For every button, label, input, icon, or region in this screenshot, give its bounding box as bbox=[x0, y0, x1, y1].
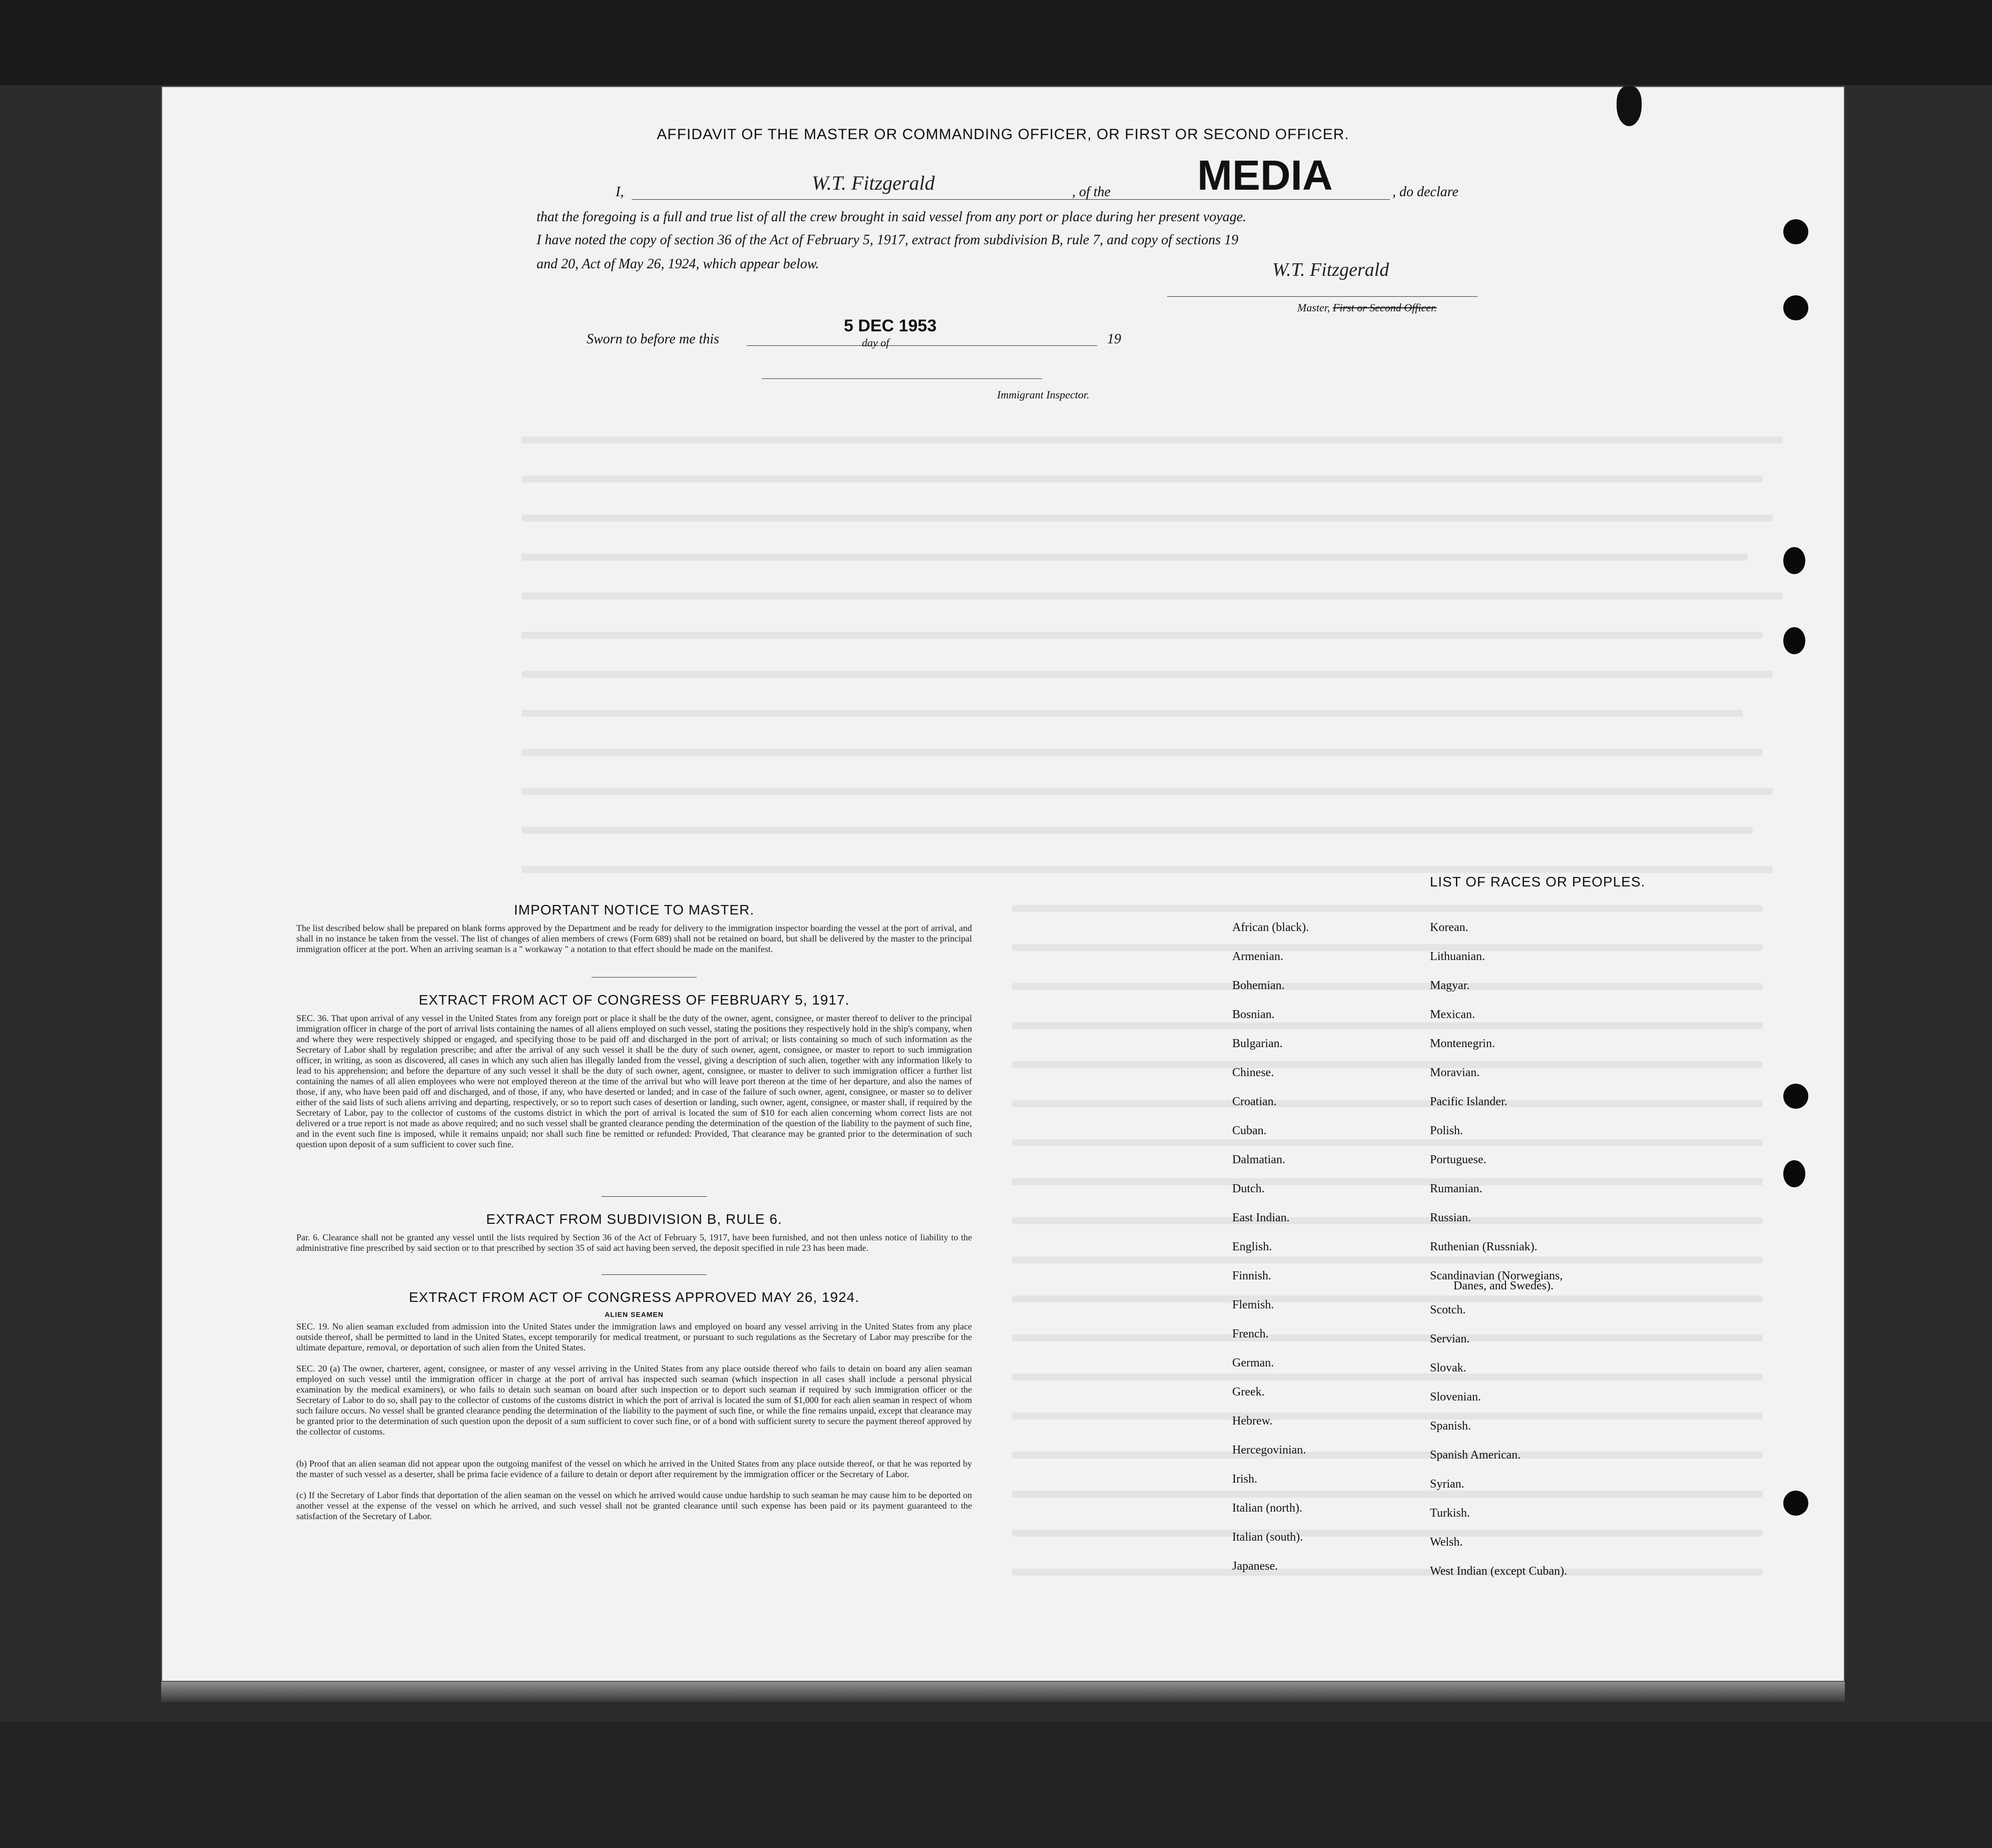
race-item: Rumanian. bbox=[1430, 1182, 1482, 1195]
race-item: German. bbox=[1232, 1356, 1274, 1369]
extract-1917-title: EXTRACT FROM ACT OF CONGRESS OF FEBRUARY 5, 1917. bbox=[418, 992, 850, 1008]
extract-1924-subtitle: ALIEN SEAMEN bbox=[605, 1310, 664, 1318]
sworn-year: 19 bbox=[1107, 331, 1121, 347]
race-item: English. bbox=[1232, 1240, 1272, 1253]
ink-blot bbox=[1617, 86, 1642, 126]
punch-hole bbox=[1783, 295, 1808, 320]
signature-affidavit: W.T. Fitzgerald bbox=[812, 172, 935, 194]
affidavit-title: AFFIDAVIT OF THE MASTER OR COMMANDING OFFICER, OR FIRST OR SECOND OFFICER. bbox=[657, 126, 1349, 143]
race-item: Finnish. bbox=[1232, 1269, 1272, 1282]
affidavit-line-4: and 20, Act of May 26, 1924, which appear below. bbox=[537, 256, 819, 272]
race-item: Japanese. bbox=[1232, 1560, 1278, 1573]
sworn-label: Sworn to before me this bbox=[587, 331, 719, 347]
punch-hole bbox=[1783, 1084, 1808, 1109]
race-item: Spanish American. bbox=[1430, 1449, 1521, 1462]
punch-hole bbox=[1783, 1160, 1805, 1187]
sworn-date-stamp: 5 DEC 1953 bbox=[844, 316, 937, 335]
race-item: Ruthenian (Russniak). bbox=[1430, 1240, 1538, 1253]
race-item: West Indian (except Cuban). bbox=[1430, 1565, 1567, 1578]
race-item: Bulgarian. bbox=[1232, 1037, 1283, 1050]
affidavit-line-3: I have noted the copy of section 36 of the Act of February 5, 1917, extract from subdivision B, rule 7, and copy of sections 19 bbox=[537, 232, 1239, 248]
race-item: East Indian. bbox=[1232, 1211, 1290, 1224]
race-item: Spanish. bbox=[1430, 1420, 1471, 1433]
notice-body: The list described below shall be prepared on blank forms approved by the Department and be ready for delivery to the immigration inspector boarding the vessel at the port of arrival, and shall in no instance be taken from the vessel. The list of changes of alien members of crews (Form 689) shall not be retained on board, but shall be delivered by the master to the principal immigration officer at the port. When an arriving seaman is a " workaway " a notation to that effect should be made on the manifest. bbox=[296, 923, 972, 954]
affidavit-line-2: that the foregoing is a full and true list of all the crew brought in said vessel from any port or place during her present voyage. bbox=[537, 209, 1247, 225]
race-item: French. bbox=[1232, 1327, 1269, 1340]
race-item: Syrian. bbox=[1430, 1478, 1464, 1491]
extract-1924-sec19: SEC. 19. No alien seaman excluded from admission into the United States under the immigration laws and employed on board any vessel arriving in the United States from any place outside thereof, shall be permitted to land in the United States, except temporarily for medical treatment, or pursuant to such regulations as the Secretary of Labor may prescribe for the ultimate departure, removal, or deportation of such alien from the United States. bbox=[296, 1321, 972, 1352]
race-item: Portuguese. bbox=[1430, 1153, 1486, 1166]
race-item: Hercegovinian. bbox=[1232, 1444, 1306, 1457]
scan-border-top bbox=[0, 0, 1992, 85]
race-item: Bosnian. bbox=[1232, 1008, 1275, 1021]
race-item: Croatian. bbox=[1232, 1095, 1277, 1108]
race-item: Servian. bbox=[1430, 1332, 1470, 1345]
race-item: Turkish. bbox=[1430, 1507, 1470, 1520]
race-item: Armenian. bbox=[1232, 950, 1283, 963]
notice-title: IMPORTANT NOTICE TO MASTER. bbox=[514, 902, 755, 917]
vessel-name: MEDIA bbox=[1197, 152, 1333, 199]
sworn-day-of: day of bbox=[862, 336, 889, 349]
extract-1917-body: SEC. 36. That upon arrival of any vessel in the United States from any foreign port or place it shall be the duty of the owner, agent, consignee, or master thereof to deliver to the principal immigration officer in charge of the port of arrival lists containing the names of all aliens employed on such vessel, stating the positions they respectively hold in the ship's company, when and where they were respectively shipped or engaged, and specifying those to be paid off and discharged in the port of arrival; or lists containing so much of such information as the Secretary of Labor shall by regulation prescribe; and after the arrival of any such vessel it shall be the duty of such owner, agent, consignee, or master to report to such immigration officer, in writing, as soon as discovered, all cases in which any such alien has illegally landed from the vessel, giving a description of such alien, together with any information likely to lead to his apprehension; and before the departure of any such vessel it shall be the duty of such owner, agent, consignee, or master to deliver to such immigration officer a further list containing the names of all alien employees who were not employed thereon at the time of the arrival but who will leave port thereon at the time of her departure, and also the names of those, if any, who have been paid off and discharged, and of those, if any, who have deserted or landed; and in case of the failure of such owner, agent, consignee, or master so to deliver either of the said lists of such aliens arriving and departing, respectively, or so to report such cases of desertion or landing, such owner, agent, consignee, or master shall, if required by the Secretary of Labor, pay to the collector of customs of the customs district in which the port of arrival is located the sum of $10 for each alien concerning whom correct lists are not delivered or a true report is not made as above required; and no such vessel shall be granted clearance pending the determination of the question of the liability to the payment of such fine, and in the event such fine is imposed, while it remains unpaid; nor shall such fine be remitted or refunded: Provided, That clearance may be granted prior to the determination of such question upon deposit of a sum sufficient to cover such fine. bbox=[296, 1013, 972, 1149]
race-item: African (black). bbox=[1232, 921, 1309, 934]
race-item: Italian (north). bbox=[1232, 1502, 1302, 1515]
scan-border-bottom bbox=[0, 1722, 1992, 1848]
master-label bbox=[1297, 301, 1437, 314]
inspector-label: Immigrant Inspector. bbox=[997, 388, 1090, 401]
subdivision-b-body: Par. 6. Clearance shall not be granted any vessel until the lists required by Section 36 of the Act of February 5, 1917, have been furnished, and not then unless notice of liability to the administrative fine prescribed by said section or to that prescribed by section 35 of said act having been served, the deposit specified in rule 23 has been made. bbox=[296, 1232, 972, 1253]
punch-hole bbox=[1783, 627, 1805, 654]
race-item: Flemish. bbox=[1232, 1298, 1274, 1311]
race-item: Italian (south). bbox=[1232, 1531, 1303, 1544]
race-item: Scotch. bbox=[1430, 1303, 1466, 1316]
race-item: Greek. bbox=[1232, 1385, 1265, 1399]
punch-hole bbox=[1783, 219, 1808, 244]
race-item: Slovenian. bbox=[1430, 1391, 1481, 1404]
races-title: LIST OF RACES OR PEOPLES. bbox=[1429, 874, 1646, 889]
race-item: Moravian. bbox=[1430, 1066, 1480, 1079]
master-struck-text: First or Second Officer. bbox=[1332, 301, 1437, 314]
race-item: Cuban. bbox=[1232, 1124, 1267, 1137]
extract-1924-sec20c: (c) If the Secretary of Labor finds that deportation of the alien seaman on the vessel on which he arrived would cause undue hardship to such seaman he may cause him to be deported on another vessel at the expense of the vessel on which he arrived, and such vessel shall not be granted clearance until such expense has been paid or its payment guaranteed to the satisfaction of the Secretary of Labor. bbox=[296, 1490, 972, 1521]
signature-master: W.T. Fitzgerald bbox=[1272, 259, 1389, 280]
race-item: Dalmatian. bbox=[1232, 1153, 1285, 1166]
race-item: Polish. bbox=[1430, 1124, 1463, 1137]
race-item: Chinese. bbox=[1232, 1066, 1274, 1079]
affidavit-do-declare: , do declare bbox=[1392, 184, 1458, 200]
punch-hole bbox=[1783, 547, 1805, 574]
race-item: Magyar. bbox=[1430, 979, 1470, 992]
race-item: Korean. bbox=[1430, 921, 1468, 934]
race-item: Pacific Islander. bbox=[1430, 1095, 1508, 1108]
race-item: Russian. bbox=[1430, 1211, 1471, 1224]
document-page bbox=[161, 86, 1845, 1682]
race-item: Lithuanian. bbox=[1430, 950, 1485, 963]
race-item: Mexican. bbox=[1430, 1008, 1475, 1021]
race-item-scandinavian-cont: Danes, and Swedes). bbox=[1453, 1279, 1554, 1292]
punch-hole bbox=[1783, 1491, 1808, 1516]
extract-1924-sec20a: SEC. 20 (a) The owner, charterer, agent, consignee, or master of any vessel arriving in the United States from any place outside thereof who fails to detain on board any alien seaman employed on such vessel until the immigration officer in charge at the port of arrival has inspected such seaman (which inspection in all cases shall include a personal physical examination by the medical examiners), or who fails to detain such seaman on board after such inspection or to deport such seaman if required by such immigration officer or the Secretary of Labor to do so, shall pay to the collector of customs of the customs district in which the port of arrival is located the sum of $1,000 for each alien seaman in respect of whom such failure occurs. No vessel shall be granted clearance pending the determination of the liability to the payment of such fine, or while the fine remains unpaid, except that clearance may be granted prior to the determination of such question upon the deposit of a sum sufficient to cover such fine, or of a bond with sufficient surety to secure the payment thereof approved by the collector of customs. bbox=[296, 1363, 972, 1437]
affidavit-of-the: , of the bbox=[1072, 184, 1111, 200]
race-item: Scandinavian (Norwegians, bbox=[1430, 1269, 1563, 1282]
extract-1924-title: EXTRACT FROM ACT OF CONGRESS APPROVED MAY 26, 1924. bbox=[408, 1289, 860, 1305]
race-item: Welsh. bbox=[1430, 1536, 1463, 1549]
race-item: Bohemian. bbox=[1232, 979, 1285, 992]
subdivision-b-title: EXTRACT FROM SUBDIVISION B, RULE 6. bbox=[486, 1211, 782, 1227]
extract-1924-sec20b: (b) Proof that an alien seaman did not appear upon the outgoing manifest of the vessel on which he arrived in the United States from any place outside thereof, or that he was reported by the master of such vessel as a deserter, shall be prima facie evidence of a failure to detain or deport after requirement by the immigration officer or the Secretary of Labor. bbox=[296, 1459, 972, 1479]
race-item: Montenegrin. bbox=[1430, 1037, 1495, 1050]
race-item: Slovak. bbox=[1430, 1361, 1466, 1374]
master-label-text: Master, bbox=[1297, 301, 1330, 314]
race-item: Dutch. bbox=[1232, 1182, 1265, 1195]
affidavit-i-label: I, bbox=[616, 184, 624, 200]
race-item: Irish. bbox=[1232, 1473, 1257, 1486]
race-item: Hebrew. bbox=[1232, 1415, 1273, 1428]
